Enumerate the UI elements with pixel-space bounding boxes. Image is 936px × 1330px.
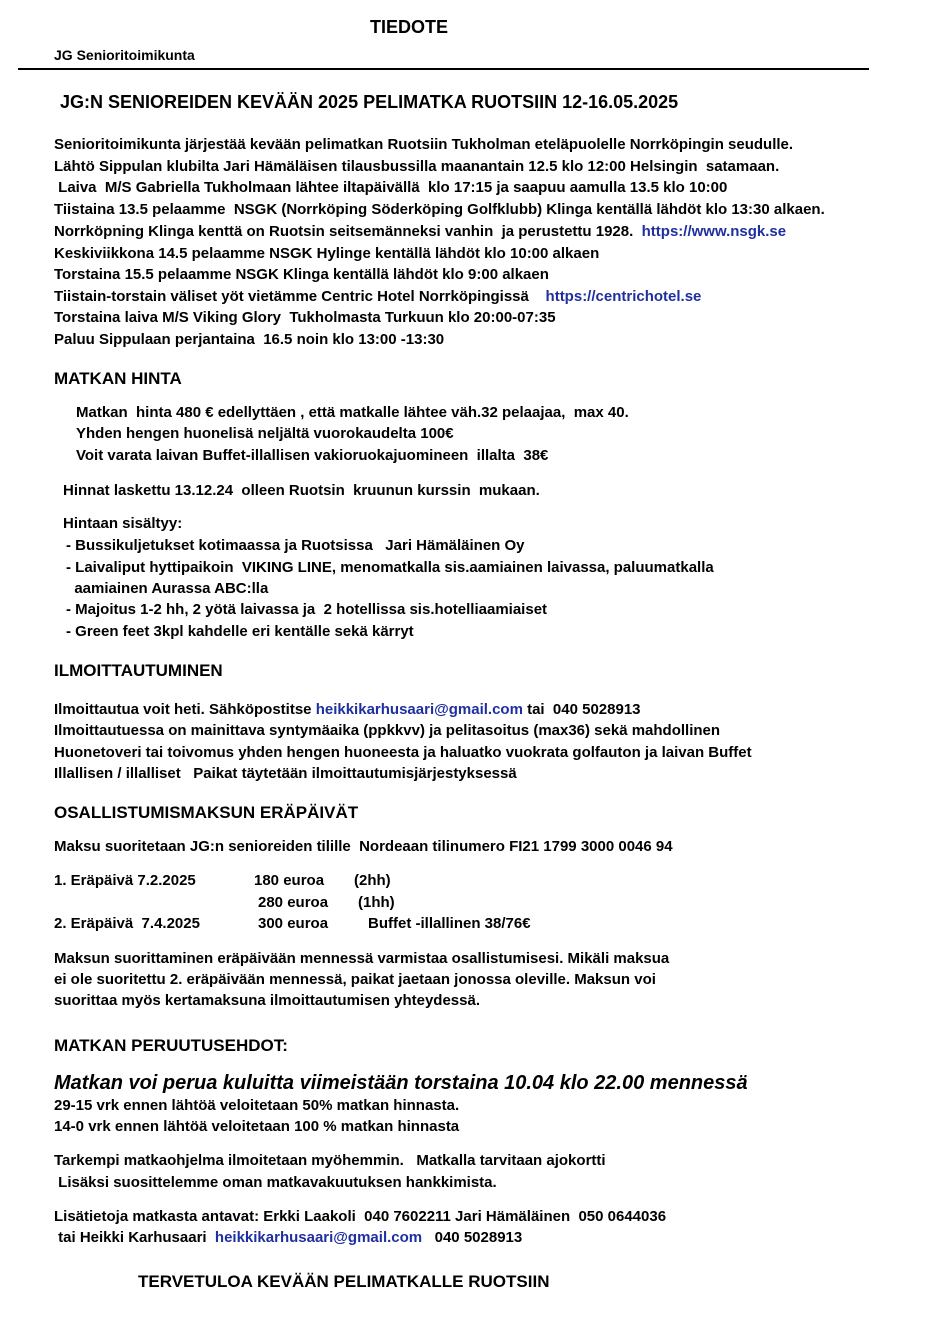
intro-line: Torstaina 15.5 pelaamme NSGK Klinga kentällä lähdöt klo 9:00 alkaen <box>54 266 549 283</box>
includes-title: Hintaan sisältyy: <box>63 515 183 532</box>
price-line: Voit varata laivan Buffet-illallisen vakioruokajuomineen illalta 38€ <box>76 447 549 464</box>
email-link[interactable]: heikkikarhusaari@gmail.com <box>315 701 523 718</box>
price-heading: MATKAN HINTA <box>54 369 182 388</box>
intro-line: Laiva M/S Gabriella Tukholmaan lähtee iltapäivällä klo 17:15 ja saapuu aamulla 13.5 klo 10:00 <box>54 179 728 196</box>
contact-line: Lisätietoja matkasta antavat: Erkki Laakoli 040 7602211 Jari Hämäläinen 050 0644036 <box>54 1208 667 1225</box>
intro-line: Norrköpning Klinga kenttä on Ruotsin seitsemänneksi vanhin ja perustettu 1928. https://www.nsgk.se <box>54 223 787 240</box>
header-divider <box>18 68 869 70</box>
price-line: Yhden hengen huonelisä neljältä vuorokaudelta 100€ <box>76 425 454 442</box>
intro-line: Torstaina laiva M/S Viking Glory Tukholmasta Turkuun klo 20:00-07:35 <box>54 309 556 326</box>
due1-note: (2hh) <box>354 872 391 889</box>
info-line: Lisäksi suosittelemme oman matkavakuutuksen hankkimista. <box>54 1174 497 1191</box>
due1b-amount: 280 euroa <box>258 894 329 911</box>
price-calc-note: Hinnat laskettu 13.12.24 olleen Ruotsin kruunun kurssin mukaan. <box>63 482 540 499</box>
cancellation-heading: MATKAN PERUUTUSEHDOT: <box>54 1036 288 1055</box>
contact-line: tai Heikki Karhusaari heikkikarhusaari@gmail.com 040 5028913 <box>54 1229 523 1246</box>
intro-line: Lähtö Sippulan klubilta Jari Hämäläisen tilausbussilla maanantain 12.5 klo 12:00 Helsingin satamaan. <box>54 158 780 175</box>
includes-item: - Bussikuljetukset kotimaassa ja Ruotsissa Jari Hämäläinen Oy <box>66 537 525 554</box>
cancellation-highlight: Matkan voi perua kuluitta viimeistään torstaina 10.04 klo 22.00 mennessä <box>54 1072 748 1094</box>
contact-email-link[interactable]: heikkikarhusaari@gmail.com <box>214 1229 423 1246</box>
due2-amount: 300 euroa <box>258 915 329 932</box>
nsgk-link[interactable]: https://www.nsgk.se <box>641 223 787 240</box>
cancellation-line: 14-0 vrk ennen lähtöä veloitetaan 100 % matkan hinnasta <box>54 1118 460 1135</box>
intro-line: Keskiviikkona 14.5 pelaamme NSGK Hylinge kentällä lähdöt klo 10:00 alkaen <box>54 245 600 262</box>
intro-line: Senioritoimikunta järjestää kevään pelimatkan Ruotsiin Tukholman eteläpuolelle Norrköpingin seudulle. <box>54 136 794 153</box>
due1-label: 1. Eräpäivä 7.2.2025 <box>54 872 196 889</box>
intro-line: Tiistain-torstain väliset yöt vietämme Centric Hotel Norrköpingissä https://centrichotel.se <box>54 288 702 305</box>
hotel-link[interactable]: https://centrichotel.se <box>545 288 702 305</box>
due2-label: 2. Eräpäivä 7.4.2025 <box>54 915 200 932</box>
registration-heading: ILMOITTAUTUMINEN <box>54 661 223 680</box>
registration-line: Ilmoittautuessa on mainittava syntymäaika (ppkkvv) ja pelitasoitus (max36) sekä mahdollinen <box>54 722 721 739</box>
info-line: Tarkempi matkaohjelma ilmoitetaan myöhemmin. Matkalla tarvitaan ajokortti <box>54 1152 606 1169</box>
page-title: JG:N SENIOREIDEN KEVÄÄN 2025 PELIMATKA RUOTSIIN 12-16.05.2025 <box>60 92 679 112</box>
payment-heading: OSALLISTUMISMAKSUN ERÄPÄIVÄT <box>54 803 359 822</box>
includes-item: - Green feet 3kpl kahdelle eri kentälle sekä kärryt <box>66 623 414 640</box>
registration-line: Huonetoveri tai toivomus yhden hengen huoneesta ja haluatko vuokrata golfauton ja laivan Buffet <box>54 744 752 761</box>
payment-note: suorittaa myös kertamaksuna ilmoittautumisen yhteydessä. <box>54 992 480 1009</box>
org-name: JG Senioritoimikunta <box>54 47 195 63</box>
cancellation-line: 29-15 vrk ennen lähtöä veloitetaan 50% matkan hinnasta. <box>54 1097 460 1114</box>
registration-line: Illallisen / illalliset Paikat täytetään ilmoittautumisjärjestyksessä <box>54 765 517 782</box>
notice-title: TIEDOTE <box>370 17 449 37</box>
due1b-note: (1hh) <box>358 894 395 911</box>
payment-note: ei ole suoritettu 2. eräpäivään mennessä, paikat jaetaan jonossa oleville. Maksun voi <box>54 971 656 988</box>
price-line: Matkan hinta 480 € edellyttäen , että matkalle lähtee väh.32 pelaajaa, max 40. <box>76 404 629 421</box>
due2-note: Buffet -illallinen 38/76€ <box>368 915 531 932</box>
includes-item: - Laivaliput hyttipaikoin VIKING LINE, menomatkalla sis.aamiainen laivassa, paluumatkalla <box>66 559 714 576</box>
intro-line: Paluu Sippulaan perjantaina 16.5 noin klo 13:00 -13:30 <box>54 331 445 348</box>
includes-item: - Majoitus 1-2 hh, 2 yötä laivassa ja 2 hotellissa sis.hotelliaamiaiset <box>66 601 548 618</box>
payment-account: Maksu suoritetaan JG:n senioreiden tilille Nordeaan tilinumero FI21 1799 3000 0046 94 <box>54 838 673 855</box>
payment-note: Maksun suorittaminen eräpäivään mennessä varmistaa osallistumisesi. Mikäli maksua <box>54 950 670 967</box>
due1-amount: 180 euroa <box>254 872 325 889</box>
intro-line: Tiistaina 13.5 pelaamme NSGK (Norrköping Söderköping Golfklubb) Klinga kentällä lähdöt klo 13:30 alkaen. <box>54 201 825 218</box>
footer-welcome: TERVETULOA KEVÄÄN PELIMATKALLE RUOTSIIN <box>138 1272 550 1291</box>
registration-line: Ilmoittautua voit heti. Sähköpostitse heikkikarhusaari@gmail.com tai 040 5028913 <box>54 701 641 718</box>
includes-item: aamiainen Aurassa ABC:lla <box>66 580 269 597</box>
